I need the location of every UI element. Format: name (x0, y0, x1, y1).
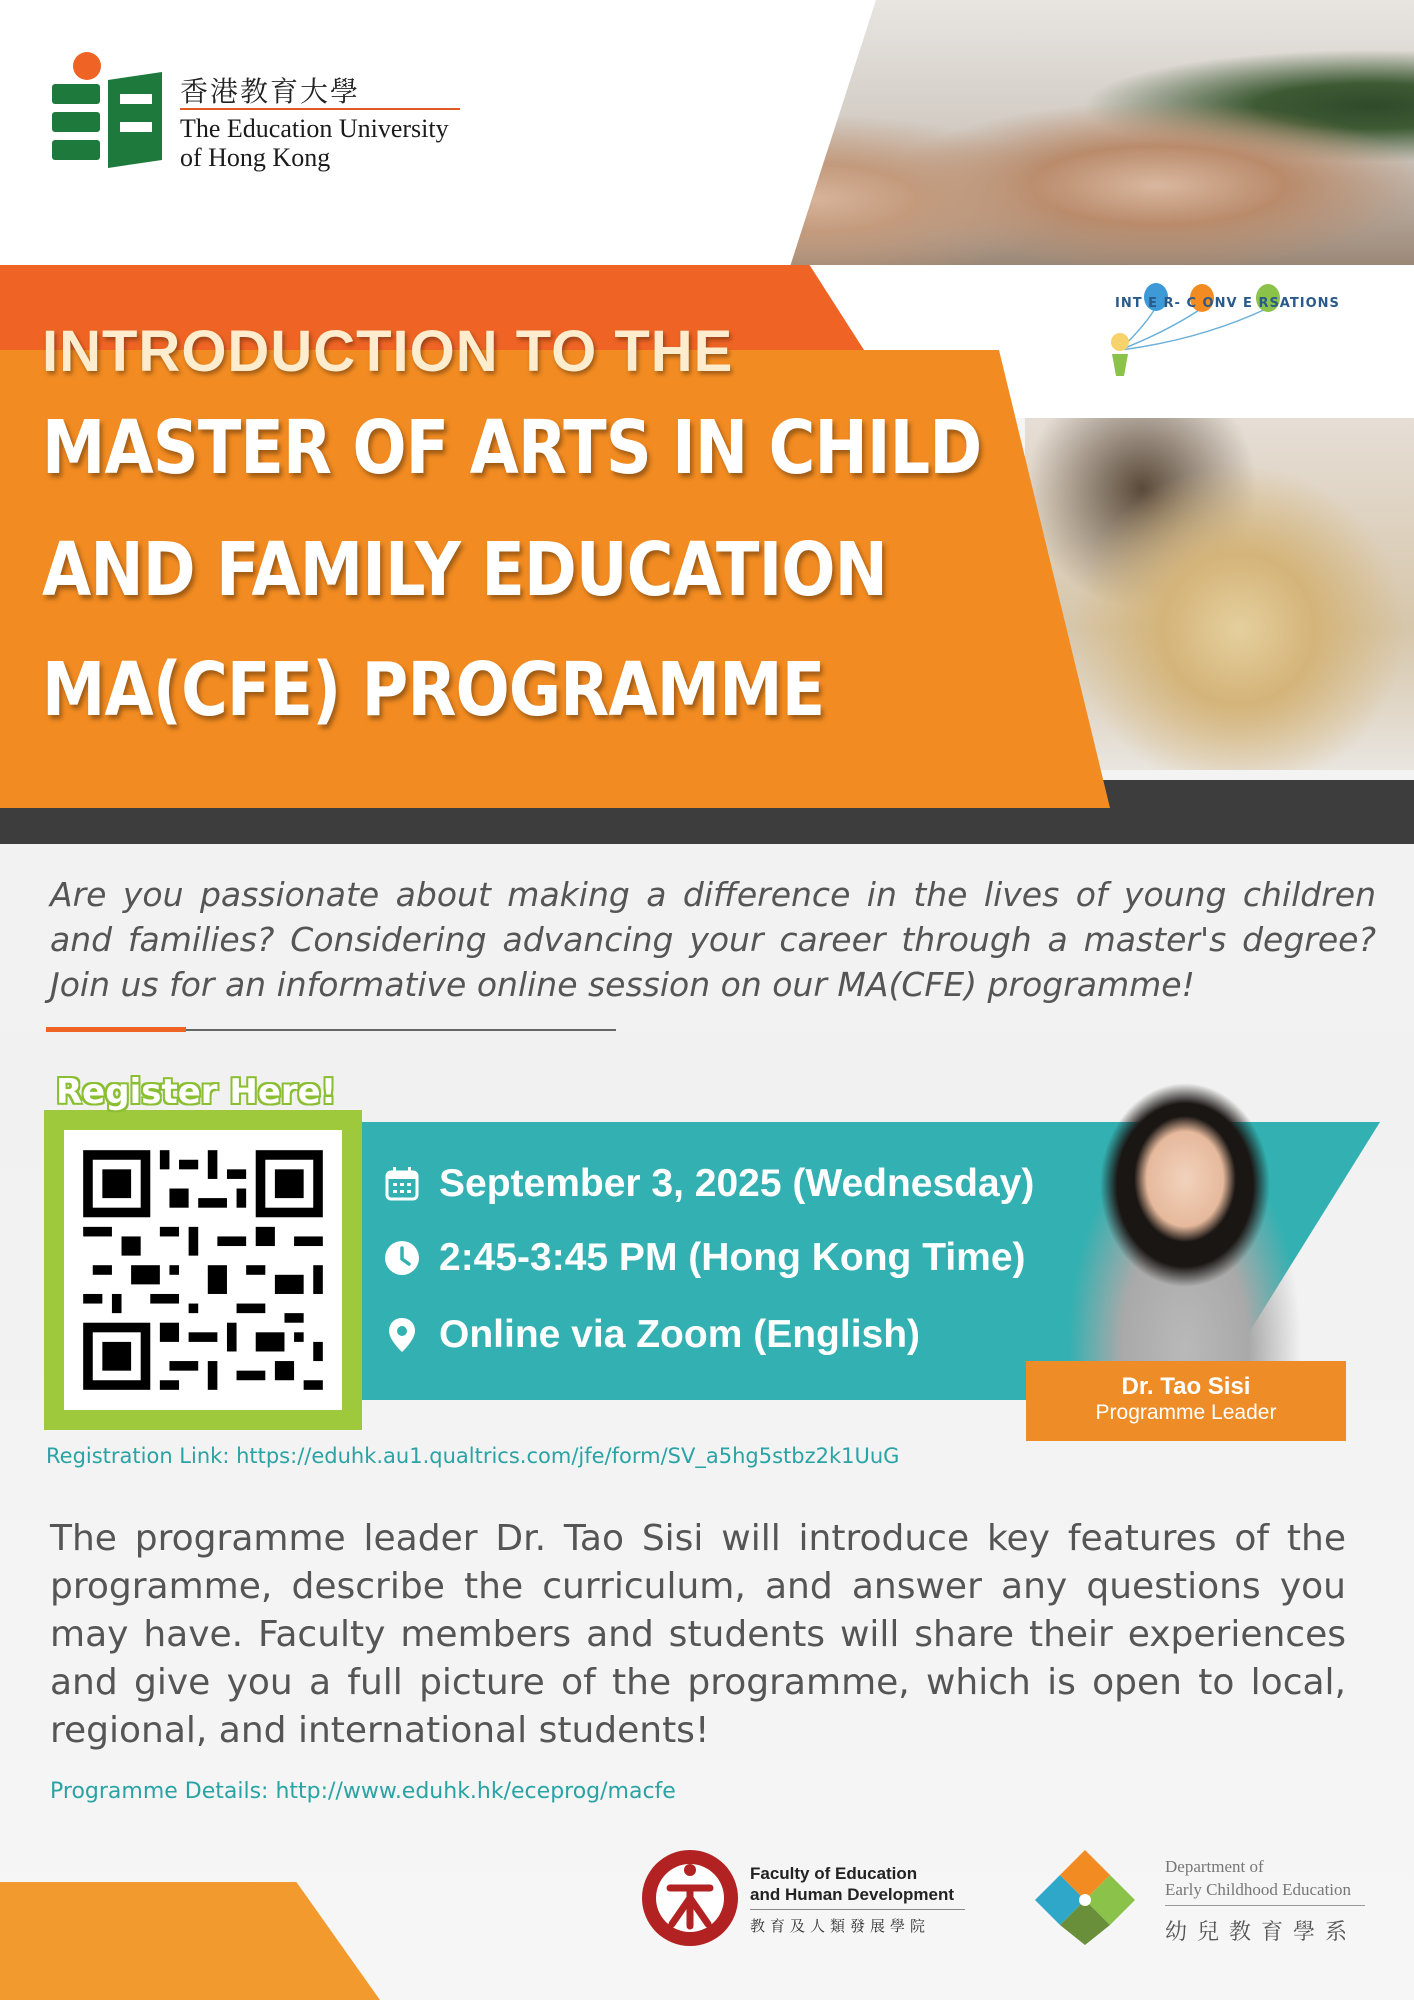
section-divider-accent (46, 1027, 186, 1032)
footer-orange-corner (0, 1882, 380, 2000)
programme-details-link[interactable]: Programme Details: http://www.eduhk.hk/eceprog/macfe (50, 1779, 676, 1804)
university-name-en-line1: The Education University (180, 114, 449, 143)
faculty-logo-icon (640, 1848, 740, 1948)
speaker-name: Dr. Tao Sisi (1121, 1373, 1251, 1400)
calendar-icon (383, 1165, 421, 1203)
series-logo-text: INT E R- C ONV E RSATIONS (1115, 296, 1340, 311)
registration-link[interactable]: Registration Link: https://eduhk.au1.qualtrics.com/jfe/form/SV_a5hg5stbz2k1UuG (46, 1444, 900, 1468)
intro-paragraph: Are you passionate about making a difference in the lives of young children and families? Considering advancing your career through a master's degree? Join us for an informative online session on our MA(CFE) programme! (50, 875, 1376, 1004)
speaker-role: Programme Leader (1095, 1401, 1277, 1424)
event-venue: Online via Zoom (English) (439, 1313, 921, 1356)
department-divider (1165, 1905, 1365, 1906)
faculty-name-line1: Faculty of Education (750, 1864, 918, 1883)
qr-code-icon (64, 1130, 342, 1410)
event-date-row (383, 1162, 1034, 1206)
university-name-cn: 香港教育大學 (180, 75, 361, 108)
title-line-2: AND FAMILY EDUCATION (42, 527, 888, 613)
event-venue-row (383, 1313, 920, 1357)
qr-code[interactable] (64, 1130, 342, 1410)
event-time-row (383, 1236, 1026, 1280)
department-name-line1: Department of (1165, 1857, 1264, 1876)
description-paragraph: The programme leader Dr. Tao Sisi will introduce key features of the programme, describe the curriculum, and answer any questions you may have. Faculty members and students will share their experiences and give you a full picture of the programme, which is open to local, regional, and international students! (50, 1518, 1346, 1751)
speaker-card (1026, 1361, 1346, 1441)
faculty-divider (750, 1909, 965, 1910)
title-line-1: MASTER OF ARTS IN CHILD (42, 405, 982, 491)
location-pin-icon (383, 1316, 421, 1354)
department-name-line2: Early Childhood Education (1165, 1880, 1352, 1899)
title-line-3: MA(CFE) PROGRAMME (42, 647, 825, 733)
faculty-name-cn: 教育及人類發展學院 (750, 1917, 931, 1935)
department-logo-icon (1035, 1850, 1135, 1945)
clock-icon (383, 1239, 421, 1277)
register-here-label: Register Here! (56, 1072, 337, 1112)
event-date: September 3, 2025 (Wednesday) (439, 1162, 1035, 1205)
title-kicker: INTRODUCTION TO THE (42, 319, 734, 384)
speaker-photo (1035, 1065, 1335, 1365)
logo-divider (180, 108, 460, 110)
university-name-en-line2: of Hong Kong (180, 143, 331, 172)
faculty-name-line2: and Human Development (750, 1885, 955, 1904)
eduhk-logo-icon (52, 50, 162, 172)
department-name-cn: 幼兒教育學系 (1165, 1920, 1358, 1945)
event-time: 2:45-3:45 PM (Hong Kong Time) (439, 1236, 1026, 1279)
